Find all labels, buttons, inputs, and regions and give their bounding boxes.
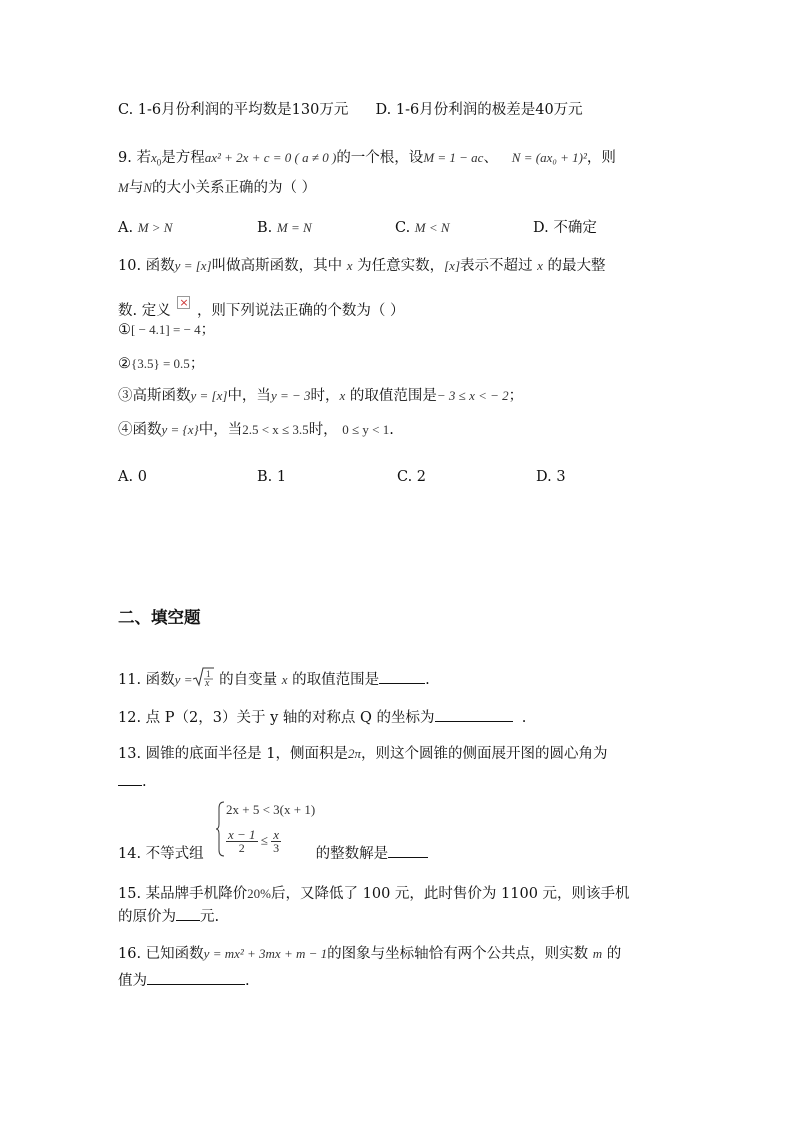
q9-m-definition: M = 1 − ac bbox=[423, 150, 484, 165]
q10-statement-2: ②{3.5} = 0.5； bbox=[118, 356, 205, 372]
q16-text2: 的图象与坐标轴恰有两个公共点，则实数 bbox=[327, 946, 589, 962]
q11-text2: 的取值范围是 bbox=[292, 672, 380, 688]
q16-text1: 16. 已知函数 bbox=[118, 946, 204, 962]
q9-option-a: A. M > N bbox=[118, 220, 173, 236]
sqrt-icon bbox=[192, 666, 214, 688]
q13-answer-blank[interactable] bbox=[118, 770, 142, 786]
q10-text1: 叫做高斯函数，其中 bbox=[211, 258, 343, 274]
q10-x2: x bbox=[537, 258, 543, 273]
q11-sqrt bbox=[192, 666, 214, 690]
q14-text: 的整数解是 bbox=[315, 846, 389, 862]
q11-number: 11. 函数 bbox=[118, 672, 175, 688]
q16-line1 bbox=[118, 944, 621, 964]
q9-m: M bbox=[118, 180, 129, 195]
q14-prefix: 14. 不等式组 bbox=[118, 846, 204, 862]
q11-radicand-den: x bbox=[205, 678, 210, 688]
q15-pct: 20% bbox=[247, 886, 272, 901]
q11-func-lhs: y = bbox=[174, 672, 193, 687]
q9-text: 是方程 bbox=[161, 150, 205, 166]
q10-statement-1: ①[ − 4.1] = − 4； bbox=[118, 322, 216, 338]
section-heading-fill-in: 二、填空题 bbox=[118, 608, 201, 627]
q13-line1 bbox=[118, 744, 608, 764]
q9-then: ，则 bbox=[586, 150, 616, 166]
q15-text1: 15. 某品牌手机降价 bbox=[118, 886, 248, 902]
q16-text3: 的 bbox=[606, 946, 622, 962]
q11-radicand-num: 1 bbox=[206, 669, 211, 679]
q15-line1 bbox=[118, 884, 630, 904]
q12-text: 12. 点 P（2，3）关于 y 轴的对称点 Q 的坐标为 bbox=[118, 710, 435, 726]
q16-func: y = mx² + 3mx + m − 1 bbox=[203, 946, 328, 961]
q16-answer-blank[interactable] bbox=[147, 969, 245, 985]
q9-option-c: C. M < N bbox=[395, 220, 450, 236]
q9-n: N bbox=[143, 180, 153, 195]
q10-statement-3: ③高斯函数y = [x]中，当y = − 3时，x 的取值范围是− 3 ≤ x < − 2； bbox=[118, 388, 524, 404]
q9-stem-line1 bbox=[118, 148, 616, 173]
q11-text: 的自变量 bbox=[219, 672, 278, 688]
q10-text4: 的最大整 bbox=[547, 258, 606, 274]
q8-option-row bbox=[118, 100, 583, 120]
q15-line2 bbox=[118, 905, 219, 927]
q14-answer-blank[interactable] bbox=[388, 842, 428, 858]
q9-x0: $x_0$ bbox=[150, 150, 162, 168]
q13-line2: . bbox=[118, 770, 147, 792]
q14-inequality-1: 2x + 5 < 3(x + 1) bbox=[226, 802, 316, 817]
q8-option-c: C. 1-6月份利润的平均数是130万元 bbox=[118, 102, 349, 118]
q10-question: ，则下列说法正确的个数为（ ） bbox=[196, 303, 405, 319]
q10-statement-4: ④函数y = {x}中，当2.5 < x ≤ 3.5时， 0 ≤ y < 1. bbox=[118, 422, 394, 438]
q9-option-d: D. 不确定 bbox=[533, 220, 597, 236]
q13-text2: ，则这个圆锥的侧面展开图的圆心角为 bbox=[361, 746, 608, 762]
q15-text2: 后，又降低了 100 元，此时售价为 1100 元，则该手机 bbox=[271, 886, 630, 902]
q10-text3: 表示不超过 bbox=[460, 258, 533, 274]
q11-line: 11. 函数y = 1 x 的自变量 x 的取值范围是 . bbox=[118, 666, 430, 690]
q12-answer-blank[interactable] bbox=[435, 706, 513, 722]
q9-text2: 的一个根，设 bbox=[336, 150, 424, 166]
q11-answer-blank[interactable] bbox=[379, 668, 425, 684]
q8-option-d: D. 1-6月份利润的极差是40万元 bbox=[375, 102, 583, 118]
q10-option-a: A. 0 bbox=[118, 469, 147, 485]
q10-option-d: D. 3 bbox=[536, 469, 566, 485]
q12-line: 12. 点 P（2，3）关于 y 轴的对称点 Q 的坐标为 . bbox=[118, 706, 526, 728]
q14-inequality-2: $\frac{x - 1}{2}$ ≤ $\frac{x}{3}$ bbox=[228, 827, 280, 855]
q15-answer-blank[interactable] bbox=[176, 905, 200, 921]
q10-option-c: C. 2 bbox=[397, 469, 427, 485]
q9-equation: ax² + 2x + c = 0 ( a ≠ 0 ) bbox=[204, 150, 337, 165]
q9-stem-line2 bbox=[118, 178, 316, 198]
q10-number: 10. 函数 bbox=[118, 258, 175, 274]
q10-bracket-x: [x] bbox=[444, 258, 460, 273]
q13-text1: 13. 圆锥的底面半径是 1，侧面积是 bbox=[118, 746, 349, 762]
q16-line2: 值为 bbox=[118, 973, 147, 989]
q9-n-definition: N = (ax₀ + 1)² bbox=[511, 150, 587, 165]
q11-x: x bbox=[281, 672, 288, 687]
q10-stem-line2 bbox=[118, 296, 405, 321]
broken-image-icon bbox=[177, 296, 190, 309]
q9-option-b: B. M = N bbox=[257, 220, 312, 236]
q9-sep: 、 bbox=[483, 150, 498, 166]
q10-func: y = [x] bbox=[174, 258, 212, 273]
q16-m: m bbox=[592, 946, 603, 961]
q15-line2a: 的原价为 bbox=[118, 909, 176, 925]
q15-line2b: 元. bbox=[200, 909, 220, 925]
q10-option-b: B. 1 bbox=[257, 469, 287, 485]
q10-stem-line1 bbox=[118, 256, 606, 276]
q9-and: 与 bbox=[128, 180, 144, 196]
q10-define: 数. 定义 bbox=[118, 303, 171, 319]
q10-x: x bbox=[346, 258, 353, 273]
q9-number: 9. 若 bbox=[118, 150, 151, 166]
q13-area: 2π bbox=[348, 746, 362, 761]
q14-line bbox=[118, 842, 428, 864]
q16-line2: 值为 . bbox=[118, 969, 250, 991]
q10-text2: 为任意实数， bbox=[357, 258, 445, 274]
q9-question: 的大小关系正确的为（ ） bbox=[152, 180, 317, 196]
